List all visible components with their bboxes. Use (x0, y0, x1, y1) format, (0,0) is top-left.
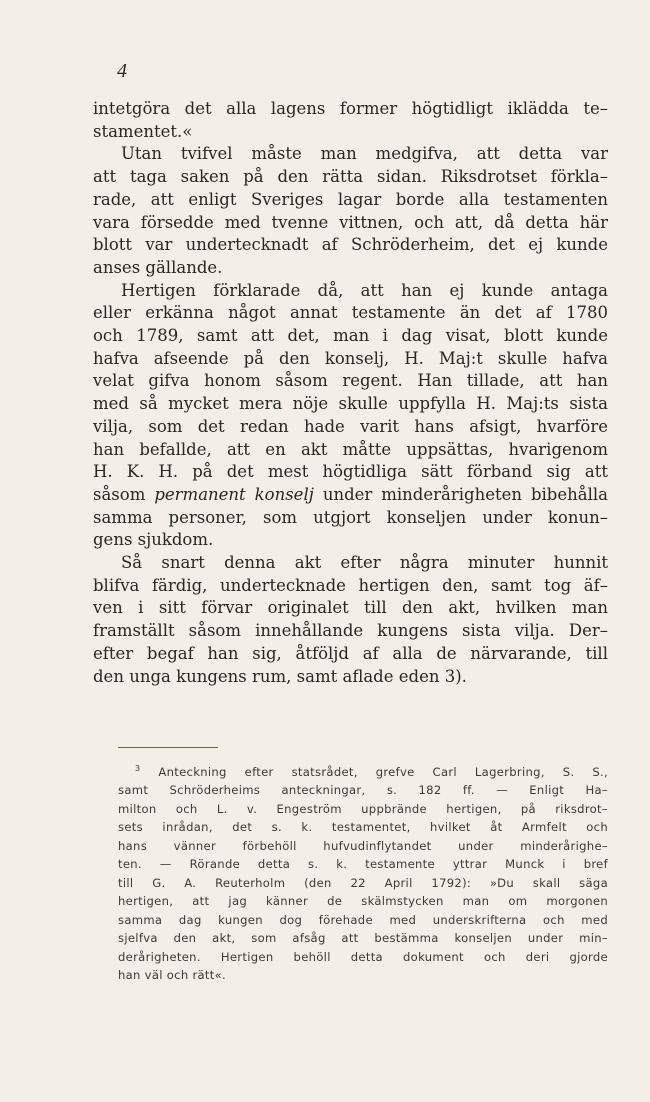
italic-phrase: permanent konselj (154, 484, 314, 504)
footnote-line: samma dag kungen dog förehade med underskrifterna och med (118, 912, 608, 927)
text-line: han befallde, att en akt måtte uppsättas, hvarigenom (93, 439, 608, 459)
footnote-line: derårigheten. Hertigen behöll detta dokument och deri gjorde (118, 949, 608, 964)
text-line: hafva afseende på den konselj, H. Maj:t skulle hafva (93, 348, 608, 368)
text-line: vara försedde med tvenne vittnen, och att, då detta här (93, 212, 608, 232)
footnote-line: milton och L. v. Engeström uppbrände hertigen, på riksdrot– (118, 801, 608, 816)
text-line: ven i sitt förvar originalet till den akt, hvilken man (93, 598, 608, 618)
footnote-line: han väl och rätt«. (118, 968, 226, 983)
footnote-line: hertigen, att jag känner de skälmstycken man om morgonen (118, 894, 608, 909)
footnote-line: sets inrådan, det s. k. testamentet, hvilket åt Armfelt och (118, 820, 608, 835)
footnote-line: ten. — Rörande detta s. k. testamente yttrar Munck i bref (118, 857, 608, 872)
text-line: efter begaf han sig, åtföljd af alla de närvarande, till (93, 643, 608, 663)
text-line: blott var undertecknadt af Schröderheim, det ej kunde (93, 235, 608, 255)
text-line: Utan tvifvel måste man medgifva, att detta var (121, 144, 608, 164)
text-line: framställt såsom innehållande kungens sista vilja. Der– (93, 621, 608, 641)
footnote-line: sjelfva den akt, som afsåg att bestämma konseljen under min– (118, 931, 608, 946)
paragraph-2 (93, 143, 608, 279)
text-line: intetgöra det alla lagens former högtidligt iklädda te– (93, 99, 608, 118)
paragraph-4 (93, 552, 608, 688)
text-line: samma personer, som utgjort konseljen under konun– (93, 507, 608, 527)
text-line: velat gifva honom såsom regent. Han tillade, att han (93, 371, 608, 391)
footnote-divider (118, 747, 218, 748)
text-line: Hertigen förklarade då, att han ej kunde antaga (121, 280, 608, 300)
text-line: eller erkänna något annat testamente än det af 1780 (93, 303, 608, 323)
footnote (118, 760, 608, 985)
text-line: vilja, som det redan hade varit hans afsigt, hvarföre (93, 416, 608, 436)
text-line: gens sjukdom. (93, 530, 214, 550)
paragraph-1 (93, 98, 608, 143)
footnote-line: hans vänner förbehöll hufvudinflytandet under minderårighe– (118, 838, 608, 853)
footnote-line: till G. A. Reuterholm (den 22 April 1792): »Du skall säga (118, 875, 608, 890)
text-line: stamentet.« (93, 121, 193, 141)
footnote-line: samt Schröderheims anteckningar, s. 182 ff. — Enligt Ha– (118, 783, 608, 798)
text-line-with-italic: såsom permanent konselj under minderårigheten bibehålla (93, 484, 608, 504)
text-line: H. K. H. på det mest högtidliga sätt förband sig att (93, 462, 608, 482)
footnote-mark: 3 (135, 764, 141, 773)
text-line: anses gällande. (93, 257, 223, 277)
text-line: och 1789, samt att det, man i dag visat, blott kunde (93, 326, 608, 346)
text-line: med så mycket mera nöje skulle uppfylla H. Maj:ts sista (93, 394, 608, 414)
paragraph-3 (93, 280, 608, 552)
page-number: 4 (117, 60, 127, 82)
footnote-line (118, 760, 608, 781)
body-text (93, 98, 608, 688)
text-line: Så snart denna akt efter några minuter hunnit (121, 553, 608, 573)
footnote-line-text: Anteckning efter statsrådet, grefve Carl Lagerbring, S. S., (158, 764, 608, 779)
text-line: blifva färdig, undertecknade hertigen den, samt tog äf– (93, 575, 608, 595)
text-line: den unga kungens rum, samt aflade eden 3). (93, 666, 467, 686)
text-line: att taga saken på den rätta sidan. Riksdrotset förkla– (93, 167, 608, 187)
text-line: rade, att enligt Sveriges lagar borde alla testamenten (93, 189, 608, 209)
